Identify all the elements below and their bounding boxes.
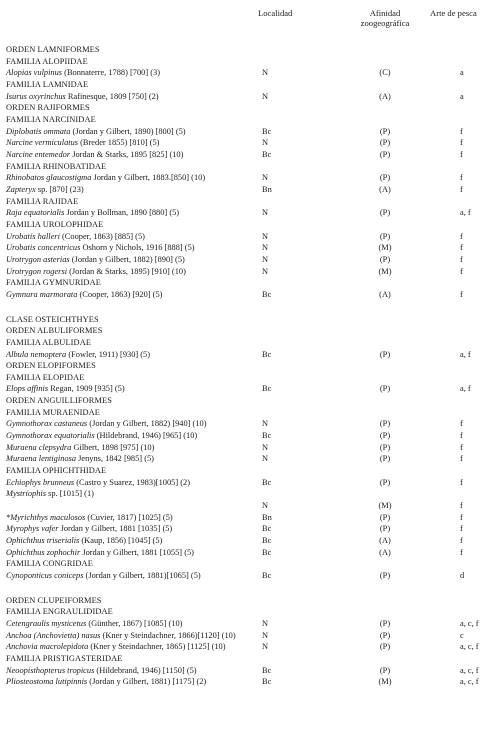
taxon-heading-text: FAMILIA CONGRIDAE bbox=[6, 559, 93, 568]
species-name bbox=[6, 149, 183, 160]
species-row bbox=[0, 500, 496, 511]
taxon-heading bbox=[0, 337, 496, 348]
scientific-name: Myrophys vafer bbox=[6, 524, 59, 533]
species-row bbox=[0, 641, 496, 652]
taxon-heading bbox=[0, 44, 496, 55]
species-name bbox=[6, 349, 150, 360]
taxon-heading-text: FAMILIA UROLOPHIDAE bbox=[6, 220, 104, 229]
species-row bbox=[0, 242, 496, 253]
scientific-name: Ophichthus zophochir bbox=[6, 548, 81, 557]
localidad-cell: Bc bbox=[262, 536, 272, 545]
authority: Gilbert, 1898 [975] (10) bbox=[71, 443, 155, 452]
arte-cell: f bbox=[460, 232, 463, 241]
arte-cell: a, c, f bbox=[460, 642, 479, 651]
species-row bbox=[0, 172, 496, 183]
authority: (Breder 1855) [810] (5) bbox=[78, 138, 160, 147]
taxon-heading bbox=[0, 653, 496, 664]
scientific-name: Ophichthus triserialis bbox=[6, 536, 80, 545]
scientific-name: Alopias vulpinus bbox=[6, 68, 63, 77]
species-name bbox=[6, 512, 173, 523]
species-row bbox=[0, 184, 496, 195]
species-row bbox=[0, 488, 496, 499]
taxon-heading bbox=[0, 56, 496, 67]
species-row bbox=[0, 418, 496, 429]
arte-cell: f bbox=[460, 443, 463, 452]
taxon-heading-text: FAMILIA ENGRAULIDIDAE bbox=[6, 607, 113, 616]
authority: (Jordan y Gilbert, 1881) [1175] (2) bbox=[87, 677, 207, 686]
species-name bbox=[6, 488, 94, 499]
taxon-heading-text: ORDEN CLUPEIFORMES bbox=[6, 596, 102, 605]
afinidad-cell: (A) bbox=[379, 536, 391, 545]
afinidad-cell: (P) bbox=[379, 350, 391, 359]
authority: Jordan y Gilbert, 1881 [1055] (5) bbox=[80, 548, 194, 557]
species-row bbox=[0, 453, 496, 464]
column-header-localidad: Localidad bbox=[258, 8, 293, 18]
authority: (Cooper, 1863) [920] (5) bbox=[77, 290, 163, 299]
scientific-name: Gymnothorax equatorialis bbox=[6, 431, 95, 440]
afinidad-cell: (P) bbox=[379, 513, 391, 522]
localidad-cell: Bc bbox=[262, 150, 272, 159]
taxon-heading-text: ORDEN ALBULIFORMES bbox=[6, 326, 103, 335]
afinidad-cell: (P) bbox=[379, 454, 391, 463]
taxon-heading bbox=[0, 114, 496, 125]
afinidad-cell: (A) bbox=[379, 290, 391, 299]
species-name bbox=[6, 207, 179, 218]
column-header-afinidad-line1: Afinidad bbox=[369, 8, 401, 18]
localidad-cell: Bc bbox=[262, 677, 272, 686]
column-header-afinidad bbox=[353, 8, 417, 28]
taxon-heading bbox=[0, 360, 496, 371]
species-row bbox=[0, 91, 496, 102]
scientific-name: Muraena clepsydra bbox=[6, 443, 72, 452]
afinidad-cell: (A) bbox=[379, 548, 391, 557]
species-row bbox=[0, 231, 496, 242]
arte-cell: a, f bbox=[460, 208, 471, 217]
localidad-cell: N bbox=[262, 173, 269, 182]
afinidad-cell: (P) bbox=[379, 232, 391, 241]
scientific-name: Zapteryx bbox=[6, 185, 36, 194]
afinidad-cell: (C) bbox=[379, 68, 391, 77]
localidad-cell: N bbox=[262, 619, 269, 628]
scientific-name: Muraena lentiginosa bbox=[6, 454, 77, 463]
species-row bbox=[0, 523, 496, 534]
authority: (Castro y Suarez, 1983)[1005] (2) bbox=[74, 478, 190, 487]
species-row bbox=[0, 137, 496, 148]
taxon-heading bbox=[0, 196, 496, 207]
authority: Jordan & Starks, 1895 [825] (10) bbox=[70, 150, 184, 159]
taxon-heading bbox=[0, 372, 496, 383]
species-row bbox=[0, 630, 496, 641]
localidad-cell: N bbox=[262, 419, 269, 428]
column-header-arte: Arte de pesca bbox=[430, 8, 477, 18]
localidad-cell: Bc bbox=[262, 524, 272, 533]
afinidad-cell: (P) bbox=[379, 443, 391, 452]
scientific-name: Cynoponticus coniceps bbox=[6, 571, 84, 580]
arte-cell: a, f bbox=[460, 350, 471, 359]
arte-cell: f bbox=[460, 454, 463, 463]
authority: (Fowler, 1911) [930] (5) bbox=[66, 350, 151, 359]
afinidad-cell: (P) bbox=[379, 173, 391, 182]
species-name bbox=[6, 641, 226, 652]
arte-cell: a, c, f bbox=[460, 666, 479, 675]
arte-cell: f bbox=[460, 431, 463, 440]
authority: sp. [870] (23) bbox=[35, 185, 84, 194]
species-row bbox=[0, 512, 496, 523]
authority: sp. [1015] (1) bbox=[46, 489, 94, 498]
taxon-heading-text: ORDEN ELOPIFORMES bbox=[6, 361, 96, 370]
scientific-name: Diplobatis ommata bbox=[6, 127, 71, 136]
species-name bbox=[6, 242, 195, 253]
scientific-name: Raja equatorialis bbox=[6, 208, 65, 217]
localidad-cell: N bbox=[262, 501, 269, 510]
afinidad-cell: (M) bbox=[378, 501, 392, 510]
taxon-heading bbox=[0, 325, 496, 336]
species-row bbox=[0, 665, 496, 676]
taxon-heading-text: FAMILIA ALBULIDAE bbox=[6, 338, 92, 347]
species-name bbox=[6, 618, 182, 629]
species-row bbox=[0, 547, 496, 558]
taxon-heading bbox=[0, 219, 496, 230]
authority: (Jordan y Gilbert, 1881)[1065] (5) bbox=[83, 571, 201, 580]
afinidad-cell: (P) bbox=[379, 619, 391, 628]
scientific-name: *Myrichthys maculosos bbox=[6, 513, 86, 522]
authority: (Jordan y Gilbert, 1882) [890] (5) bbox=[69, 255, 185, 264]
species-name bbox=[6, 254, 185, 265]
arte-cell: f bbox=[460, 548, 463, 557]
localidad-cell: Bn bbox=[262, 185, 272, 194]
species-name bbox=[6, 266, 186, 277]
taxon-heading-text: FAMILIA MURAENIDAE bbox=[6, 408, 100, 417]
localidad-cell: Bc bbox=[262, 127, 272, 136]
arte-cell: f bbox=[460, 138, 463, 147]
localidad-cell: Bc bbox=[262, 350, 272, 359]
arte-cell: f bbox=[460, 173, 463, 182]
arte-cell: f bbox=[460, 536, 463, 545]
arte-cell: f bbox=[460, 255, 463, 264]
scientific-name: Mystriophis bbox=[6, 489, 47, 498]
taxon-heading-text: FAMILIA ALOPIIDAE bbox=[6, 57, 88, 66]
authority: Rafinesque, 1809 [750] (2) bbox=[65, 92, 159, 101]
taxon-heading bbox=[0, 606, 496, 617]
taxon-heading bbox=[0, 102, 496, 113]
column-header-afinidad-line2: zoogeográfica bbox=[360, 18, 410, 28]
authority: Jenyns, 1842 [985] (5) bbox=[76, 454, 154, 463]
scientific-name: Urobatis halleri bbox=[6, 232, 60, 241]
localidad-cell: N bbox=[262, 255, 269, 264]
species-name bbox=[6, 418, 207, 429]
authority: (Jordan y Gilbert, 1882) [940] (10) bbox=[87, 419, 207, 428]
localidad-cell: N bbox=[262, 631, 269, 640]
afinidad-cell: (P) bbox=[379, 666, 391, 675]
species-name bbox=[6, 67, 160, 78]
species-name bbox=[6, 523, 172, 534]
taxon-heading-text: FAMILIA RHINOBATIDAE bbox=[6, 162, 107, 171]
authority: Regan, 1909 [935] (5) bbox=[48, 384, 125, 393]
arte-cell: f bbox=[460, 243, 463, 252]
afinidad-cell: (M) bbox=[378, 243, 392, 252]
scientific-name: Anchoa (Anchovietta) nasus bbox=[6, 631, 101, 640]
taxon-heading-text: ORDEN ANGUILLIFORMES bbox=[6, 396, 112, 405]
scientific-name: Rhinobatos glaucostigma bbox=[6, 173, 92, 182]
taxon-heading bbox=[0, 407, 496, 418]
localidad-cell: Bc bbox=[262, 290, 272, 299]
afinidad-cell: (P) bbox=[379, 419, 391, 428]
species-row bbox=[0, 207, 496, 218]
species-row bbox=[0, 254, 496, 265]
species-name bbox=[6, 91, 159, 102]
species-name bbox=[6, 231, 145, 242]
afinidad-cell: (P) bbox=[379, 127, 391, 136]
localidad-cell: Bn bbox=[262, 513, 272, 522]
authority: (Kaup, 1856) [1045] (5) bbox=[79, 536, 163, 545]
afinidad-cell: (P) bbox=[379, 631, 391, 640]
authority: (Kner y Steindachner, 1866)[1120] (10) bbox=[100, 631, 236, 640]
localidad-cell: N bbox=[262, 454, 269, 463]
species-name bbox=[6, 676, 206, 687]
taxon-heading bbox=[0, 395, 496, 406]
taxon-heading-text: FAMILIA ELOPIDAE bbox=[6, 373, 85, 382]
authority: Jordan y Gilbert, 1881 [1035] (5) bbox=[58, 524, 173, 533]
species-name bbox=[6, 453, 154, 464]
arte-cell: f bbox=[460, 513, 463, 522]
species-row bbox=[0, 349, 496, 360]
arte-cell: a, c, f bbox=[460, 619, 479, 628]
species-row bbox=[0, 570, 496, 581]
scientific-name: Urobatis concentricus bbox=[6, 243, 81, 252]
localidad-cell: Bc bbox=[262, 384, 272, 393]
afinidad-cell: (P) bbox=[379, 138, 391, 147]
scientific-name: Gymnura marmorata bbox=[6, 290, 78, 299]
scientific-name: Narcine entemedor bbox=[6, 150, 71, 159]
localidad-cell: Bc bbox=[262, 478, 272, 487]
scientific-name: Pliosteostoma lutipinnis bbox=[6, 677, 88, 686]
arte-cell: f bbox=[460, 501, 463, 510]
taxon-heading-text: FAMILIA OPHICHTHIDAE bbox=[6, 466, 107, 475]
species-row bbox=[0, 149, 496, 160]
arte-cell: f bbox=[460, 524, 463, 533]
species-name bbox=[6, 383, 125, 394]
arte-cell: f bbox=[460, 290, 463, 299]
scientific-name: Narcine vermiculatus bbox=[6, 138, 79, 147]
species-name bbox=[6, 535, 162, 546]
species-row bbox=[0, 266, 496, 277]
arte-cell: a bbox=[460, 92, 464, 101]
scientific-name: Cetengraulis mysticetus bbox=[6, 619, 87, 628]
authority: Jordan y Gilbert, 1883.[850] (10) bbox=[91, 173, 206, 182]
species-name bbox=[6, 184, 84, 195]
species-row bbox=[0, 535, 496, 546]
afinidad-cell: (P) bbox=[379, 255, 391, 264]
arte-cell: d bbox=[460, 571, 465, 580]
afinidad-cell: (P) bbox=[379, 384, 391, 393]
taxon-heading-text: FAMILIA RAJIDAE bbox=[6, 197, 79, 206]
localidad-cell: Bc bbox=[262, 666, 272, 675]
scientific-name: Anchovia macrolepidota bbox=[6, 642, 89, 651]
taxon-heading-text: CLASE OSTEICHTHYES bbox=[6, 315, 99, 324]
species-row bbox=[0, 442, 496, 453]
afinidad-cell: (P) bbox=[379, 478, 391, 487]
species-name bbox=[6, 126, 186, 137]
taxon-heading bbox=[0, 558, 496, 569]
species-row bbox=[0, 126, 496, 137]
taxon-heading-text: FAMILIA NARCINIDAE bbox=[6, 115, 96, 124]
species-row bbox=[0, 618, 496, 629]
species-name bbox=[6, 137, 159, 148]
arte-cell: f bbox=[460, 419, 463, 428]
authority: Jordan y Bollman, 1890 [880] (5) bbox=[64, 208, 180, 217]
species-row bbox=[0, 383, 496, 394]
scientific-name: Neoopisthopterus tropicus bbox=[6, 666, 95, 675]
authority: (Jordan y Gilbert, 1890) [800] (5) bbox=[70, 127, 186, 136]
authority: (Günther, 1867) [1085] (10) bbox=[86, 619, 183, 628]
authority: (Hildebrand, 1946) [1150] (5) bbox=[94, 666, 197, 675]
authority: (Hildebrand, 1946) [965] (10) bbox=[94, 431, 198, 440]
scientific-name: Urotrygon rogersi bbox=[6, 267, 68, 276]
taxon-heading-text: ORDEN RAJIFORMES bbox=[6, 103, 90, 112]
arte-cell: c bbox=[460, 631, 464, 640]
arte-cell: a, c, f bbox=[460, 677, 479, 686]
localidad-cell: N bbox=[262, 208, 269, 217]
taxon-heading-text: FAMILIA PRISTIGASTERIDAE bbox=[6, 654, 123, 663]
localidad-cell: N bbox=[262, 68, 269, 77]
species-row bbox=[0, 676, 496, 687]
scientific-name: Isurus oxyrinchus bbox=[6, 92, 66, 101]
authority: (Jordan & Starks, 1895) [910] (10) bbox=[67, 267, 186, 276]
afinidad-cell: (P) bbox=[379, 524, 391, 533]
arte-cell: f bbox=[460, 185, 463, 194]
afinidad-cell: (A) bbox=[379, 92, 391, 101]
localidad-cell: N bbox=[262, 642, 269, 651]
taxon-heading bbox=[0, 161, 496, 172]
species-name bbox=[6, 289, 162, 300]
localidad-cell: Bc bbox=[262, 571, 272, 580]
scientific-name: Echiophys brunneus bbox=[6, 478, 75, 487]
authority: (Cuvier, 1817) [1025] (5) bbox=[85, 513, 173, 522]
localidad-cell: Bc bbox=[262, 548, 272, 557]
localidad-cell: N bbox=[262, 267, 269, 276]
afinidad-cell: (P) bbox=[379, 150, 391, 159]
taxon-heading bbox=[0, 79, 496, 90]
species-name bbox=[6, 665, 197, 676]
localidad-cell: N bbox=[262, 232, 269, 241]
species-name bbox=[6, 570, 201, 581]
species-row bbox=[0, 289, 496, 300]
arte-cell: f bbox=[460, 127, 463, 136]
species-row bbox=[0, 477, 496, 488]
species-name bbox=[6, 442, 154, 453]
authority: (Cooper, 1863) [885] (5) bbox=[59, 232, 145, 241]
localidad-cell: N bbox=[262, 92, 269, 101]
localidad-cell: N bbox=[262, 443, 269, 452]
taxon-heading bbox=[0, 595, 496, 606]
species-name bbox=[6, 172, 205, 183]
taxon-heading bbox=[0, 465, 496, 476]
scientific-name: Urotrygon asterias bbox=[6, 255, 70, 264]
afinidad-cell: (P) bbox=[379, 642, 391, 651]
taxon-heading-text: FAMILIA GYMNURIDAE bbox=[6, 278, 101, 287]
species-name bbox=[6, 630, 236, 641]
afinidad-cell: (M) bbox=[378, 677, 392, 686]
arte-cell: a bbox=[460, 68, 464, 77]
authority: (Kner y Steindachner, 1865) [1125] (10) bbox=[88, 642, 226, 651]
scientific-name: Elops affinis bbox=[6, 384, 49, 393]
localidad-cell: N bbox=[262, 243, 269, 252]
localidad-cell: Bc bbox=[262, 431, 272, 440]
afinidad-cell: (P) bbox=[379, 431, 391, 440]
arte-cell: f bbox=[460, 267, 463, 276]
species-name bbox=[6, 430, 197, 441]
species-name bbox=[6, 547, 194, 558]
species-row bbox=[0, 430, 496, 441]
authority: Oshorn y Nichols, 1916 [888] (5) bbox=[80, 243, 195, 252]
arte-cell: f bbox=[460, 478, 463, 487]
afinidad-cell: (P) bbox=[379, 208, 391, 217]
taxon-heading bbox=[0, 277, 496, 288]
taxon-heading bbox=[0, 314, 496, 325]
species-name bbox=[6, 477, 190, 488]
taxon-heading-text: FAMILIA LAMNIDAE bbox=[6, 80, 89, 89]
species-row bbox=[0, 67, 496, 78]
authority: (Bonnaterre, 1788) [700] (3) bbox=[62, 68, 160, 77]
localidad-cell: N bbox=[262, 138, 269, 147]
arte-cell: f bbox=[460, 150, 463, 159]
afinidad-cell: (P) bbox=[379, 571, 391, 580]
scientific-name: Albula nemoptera bbox=[6, 350, 67, 359]
arte-cell: a, f bbox=[460, 384, 471, 393]
afinidad-cell: (M) bbox=[378, 267, 392, 276]
afinidad-cell: (A) bbox=[379, 185, 391, 194]
taxon-heading-text: ORDEN LAMNIFORMES bbox=[6, 45, 100, 54]
scientific-name: Gymnothorax castaneus bbox=[6, 419, 88, 428]
